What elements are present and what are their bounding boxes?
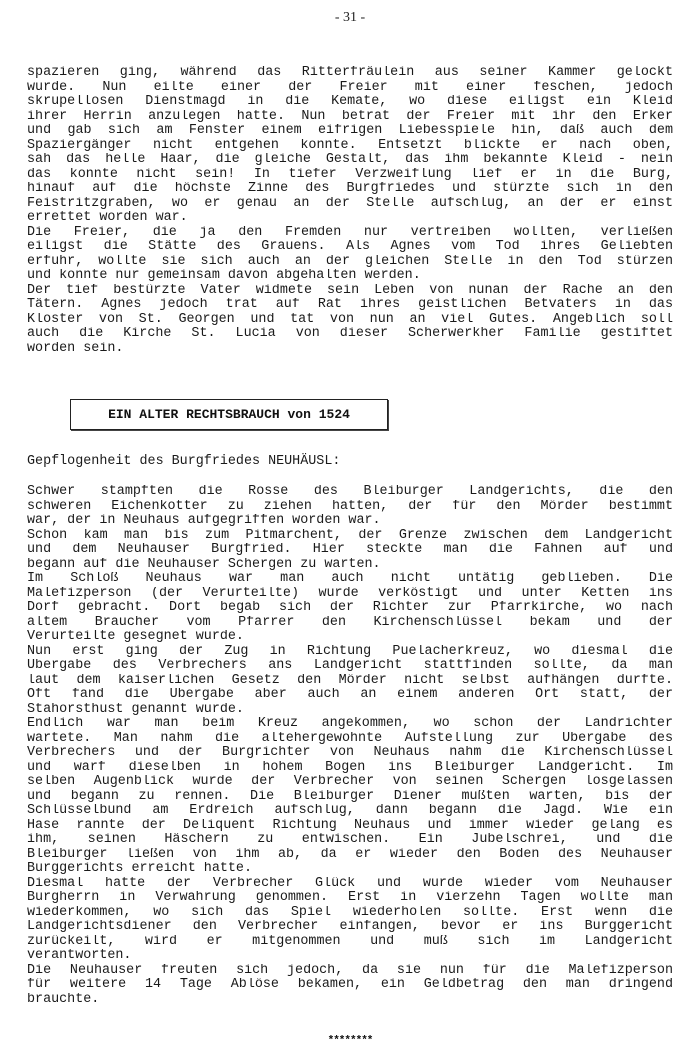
text-line: Der tief bestürzte Vater widmete sein Leben von nunan der Rache an den [27,283,673,298]
text-line: hinauf auf die höchste Zinne des Burgfriedes und stürzte sich in den [27,182,673,196]
text-line: Malefizperson (der Verurteilte) wurde verköstigt und unter Ketten ins [27,586,673,601]
text-line: ihm, seinen Häschern zu entwischen. Ein Jubelschrei, und die [27,833,673,847]
text-line: Tätern. Agnes jedoch trat auf Rat ihres geistlichen Betvaters in das [27,298,673,312]
text-line: brauchte. [27,992,100,1007]
text-line: Verurteilte gesegnet wurde. [27,630,244,644]
text-line: Stahorsthust genannt wurde. [27,702,244,717]
text-line: skrupellosen Dienstmagd in die Kemate, wo diese eiligst ein Kleid [27,95,673,109]
text-line: ihrer Herrin anzulegen hatte. Nun betrat der Freier mit ihr den Erker [27,109,673,124]
text-line: das konnte nicht sein! In tiefer Verzweiflung lief er in die Burg, [27,167,673,182]
text-line: Schlüsselbund am Erdreich aufschlug, dann begann die Jagd. Wie ein [27,804,673,818]
end-marker: ******** [327,1035,373,1047]
text-line: Verbrechers und der Burgrichter von Neuhaus nahm die Kirchenschlüssel [27,746,673,760]
text-line: wurde. Nun eilte einer der Freier mit einer feschen, jedoch [27,80,673,95]
text-line: Hase rannte der Deliquent Richtung Neuhaus und immer wieder gelang es [27,818,673,833]
text-line: Nun erst ging der Zug in Richtung Puelacherkreuz, wo diesmal die [27,644,673,659]
text-line: Schon kam man bis zum Pitmarchent, der Grenze zwischen dem Landgericht [27,528,673,543]
text-line: Übergabe des Verbrechers ans Landgericht stattfinden sollte, da man [27,659,673,673]
text-line: Spaziergänger nicht entgehen konnte. Entsetzt blickte er nach oben, [27,138,673,153]
text-line: sah das helle Haar, die gleiche Gestalt, das ihm bekannte Kleid - nein [27,153,673,167]
text-line: und begann zu rennen. Die Bleiburger Diener mußten warten, bis der [27,789,673,804]
text-line: auch die Kirche St. Lucia von dieser Scherwerkher Familie gestiftet [27,327,673,341]
text-line: errettet worden war. [27,211,188,225]
text-line: Diesmal hatte der Verbrecher Glück und wurde wieder vom Neuhauser [27,876,673,891]
text-line: Bleiburger ließen von ihm ab, da er wieder den Boden des Neuhauser [27,847,673,862]
text-line: Schwer stampften die Rosse des Bleiburger Landgerichts, die den [27,485,673,499]
text-line: erfuhr, wollte sie sich auch an der gleichen Stelle in den Tod stürzen [27,254,673,269]
text-line: altem Braucher vom Pfarrer den Kirchenschlüssel bekam und der [27,615,673,630]
text-line: verantworten. [27,949,132,963]
text-line: für weitere 14 Tage Ablöse bekamen, ein Geldbetrag den man dringend [27,978,673,992]
text-line: Oft fand die Übergabe aber auch an einem anderen Ort statt, der [27,688,673,702]
text-line: Die Freier, die ja den Fremden nur vertreiben wollten, verließen [27,225,673,240]
text-line: Die Neuhauser freuten sich jedoch, da sie nun für die Malefizperson [27,963,673,978]
text-line: eiligst die Stätte des Grauens. Als Agnes vom Tod ihres Geliebten [27,240,673,254]
text-line: und gab sich am Fenster einem eifrigen Liebesspiele hin, daß auch dem [27,124,673,138]
text-line: spazieren ging, während das Ritterfräulein aus seiner Kammer gelockt [27,66,673,80]
text-line: Kloster von St. Georgen und tat von nun an viel Gutes. Angeblich soll [27,312,673,327]
text-line: Burgherrn in Verwahrung genommen. Erst in vierzehn Tagen wollte man [27,891,673,905]
text-line: und konnte nur gemeinsam davon abgehalten werden. [27,269,421,283]
text-line: Im Schloß Neuhaus war man auch nicht untätig geblieben. Die [27,572,673,586]
text-line: zurückeilt, wird er mitgenommen und muß sich im Landgericht [27,934,673,949]
text-line: war, der in Neuhaus aufgegriffen worden war. [27,514,381,528]
text-line: Feistritzgraben, wo er genau an der Stelle aufschlug, an der er einst [27,196,673,211]
paragraph-block-rechtsbrauch [27,485,673,1007]
text-line: laut dem kaiserlichen Gesetz den Mörder nicht selbst aufhängen durfte. [27,673,673,688]
section-heading-box [70,399,388,430]
page-number: - 31 - [334,10,366,25]
text-line: schweren Eichenkotter zu ziehen hatten, der für den Mörder bestimmt [27,499,673,514]
text-line: wartete. Man nahm die altehergewohnte Aufstellung zur Übergabe des [27,731,673,746]
paragraph-block-legend [27,66,673,356]
text-line: Landgerichtsdiener den Verbrecher einfangen, bevor er ins Burggericht [27,920,673,934]
text-line: Endlich war man beim Kreuz angekommen, wo schon der Landrichter [27,717,673,731]
text-line: und dem Neuhauser Burgfried. Hier steckte man die Fahnen auf und [27,543,673,557]
text-line: wiederkommen, wo sich das Spiel wiederholen sollte. Erst wenn die [27,905,673,920]
text-line: worden sein. [27,341,124,356]
text-line: Dorf gebracht. Dort begab sich der Richter zur Pfarrkirche, wo nach [27,601,673,615]
text-line: und warf dieselben in hohem Bogen ins Bleiburger Landgericht. Im [27,760,673,775]
text-line: selben Augenblick wurde der Verbrecher von seinen Schergen losgelassen [27,775,673,789]
text-line: begann auf die Neuhauser Schergen zu warten. [27,557,381,572]
text-line: Burggerichts erreicht hatte. [27,862,252,876]
section-heading: EIN ALTER RECHTSBRAUCH von 1524 [108,407,350,422]
subheading: Gepflogenheit des Burgfriedes NEUHÄUSL: [27,454,341,469]
